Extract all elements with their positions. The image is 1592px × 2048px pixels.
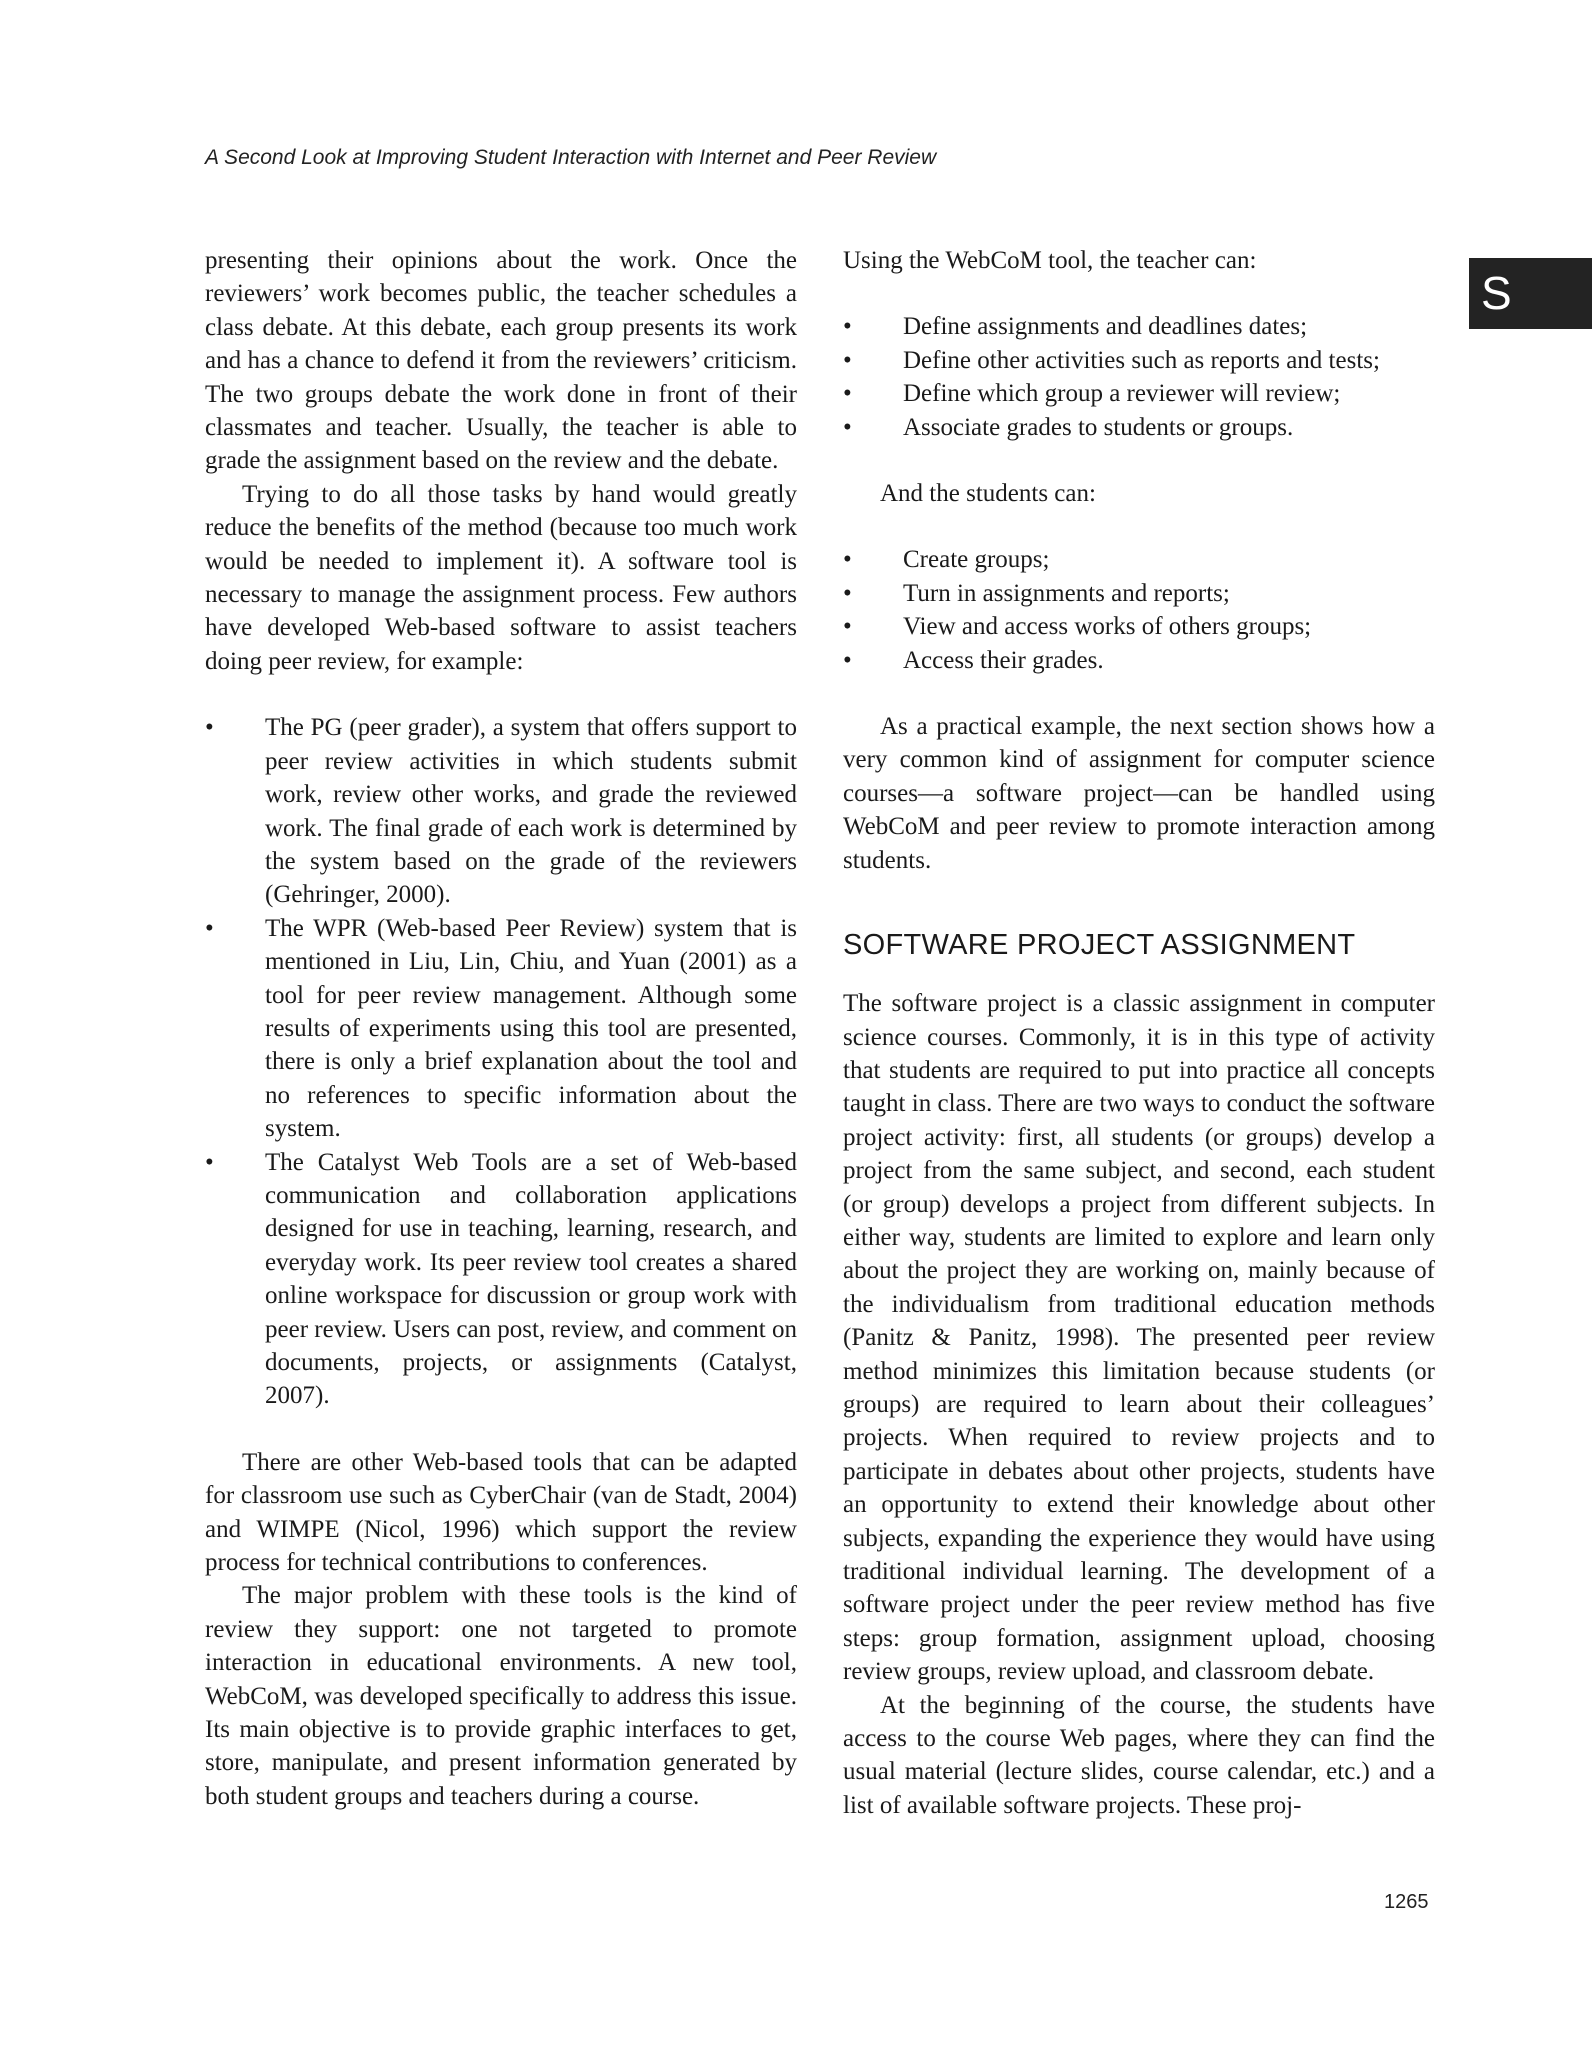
student-capabilities-list — [843, 543, 1435, 677]
page-number: 1265 — [1384, 1891, 1429, 1913]
list-item: • Define which group a reviewer will review; — [843, 377, 1435, 410]
running-title: A Second Look at Improving Student Interaction with Internet and Peer Review — [205, 146, 937, 169]
paragraph-major-problem: The major problem with these tools is the kind of review they support: one not targeted to promote interaction in educational environments. A new tool, WebCoM, was developed specifically to address this issue. Its main objective is to provide graphic interfaces to get, store, manipulate, and present information generated by both student groups and teachers during a course. — [205, 1582, 797, 1810]
list-item: • The PG (peer grader), a system that offers support to peer review activities in which students submit work, review other works, and grade the reviewed work. The final grade of each work is determined by the system based on the grade of the reviewers (Gehringer, 2000). — [205, 711, 797, 911]
teacher-intro: Using the WebCoM tool, the teacher can: — [843, 247, 1257, 274]
paragraph-software-tool: Trying to do all those tasks by hand would greatly reduce the benefits of the method (because too much work would be needed to implement it). A software tool is necessary to manage the assignment process. Few authors have developed Web-based software to assist teachers doing peer review, for example: — [205, 480, 797, 675]
section-heading: SOFTWARE PROJECT ASSIGNMENT — [843, 929, 1356, 962]
tools-list — [205, 711, 797, 1413]
paragraph-other-tools: There are other Web-based tools that can be adapted for classroom use such as CyberChair (van de Stadt, 2004) and WIMPE (Nicol, 1996) which support the review process for technical contributions to conferences. — [205, 1448, 797, 1577]
list-item: • The Catalyst Web Tools are a set of Web-based communication and collaboration applications designed for use in teaching, learning, research, and everyday work. Its peer review tool creates a shared online workspace for discussion or group work with peer review. Users can post, review, and comment on documents, projects, or assignments (Catalyst, 2007). — [205, 1146, 797, 1413]
paragraph-practical-example: As a practical example, the next section shows how a very common kind of assignment for computer science courses—a software project—can be handled using WebCoM and peer review to promote interaction among students. — [843, 713, 1435, 874]
list-item: • Turn in assignments and reports; — [843, 577, 1435, 610]
list-item: • Create groups; — [843, 543, 1435, 576]
students-intro: And the students can: — [880, 480, 1096, 508]
right-column — [843, 244, 1435, 1822]
paragraph-software-project: The software project is a classic assignment in computer science courses. Commonly, it is in this type of activity that students are required to put into practice all concepts taught in class. There are two ways to conduct the software project activity: first, all students (or groups) develop a project from the same subject, and second, each student (or group) develops a project from different subjects. In either way, students are limited to explore and learn only about the project they are working on, mainly because of the individualism from traditional education methods (Panitz & Panitz, 1998). The presented peer review method minimizes this limitation because students (or groups) are required to learn about their colleagues’ projects. When required to review projects and to participate in debates about other projects, students have an opportunity to extend their knowledge about other subjects, expanding the experience they would have using traditional individual learning. The development of a software project under the peer review method has five steps: group formation, assignment upload, choosing review groups, review upload, and classroom debate. — [843, 990, 1435, 1686]
list-item: • Access their grades. — [843, 644, 1435, 677]
section-tab: S — [1469, 258, 1592, 329]
list-item: • View and access works of others groups; — [843, 610, 1435, 643]
left-column — [205, 244, 797, 1813]
paragraph-course-beginning: At the beginning of the course, the students have access to the course Web pages, where they can find the usual material (lecture slides, course calendar, etc.) and a list of available software projects. These proj- — [843, 1691, 1435, 1819]
paragraph-debate: presenting their opinions about the work. Once the reviewers’ work becomes public, the teacher schedules a class debate. At this debate, each group presents its work and has a chance to defend it from the reviewers’ criticism. The two groups debate the work done in front of their classmates and teacher. Usually, the teacher is able to grade the assignment based on the review and the debate. — [205, 247, 797, 475]
list-item: • Define other activities such as reports and tests; — [843, 344, 1435, 377]
list-item: • Define assignments and deadlines dates; — [843, 310, 1435, 343]
list-item: • Associate grades to students or groups. — [843, 411, 1435, 444]
teacher-capabilities-list — [843, 310, 1435, 444]
list-item: • The WPR (Web-based Peer Review) system that is mentioned in Liu, Lin, Chiu, and Yuan (2001) as a tool for peer review management. Although some results of experiments using this tool are presented, there is only a brief explanation about the tool and no references to specific information about the system. — [205, 912, 797, 1146]
